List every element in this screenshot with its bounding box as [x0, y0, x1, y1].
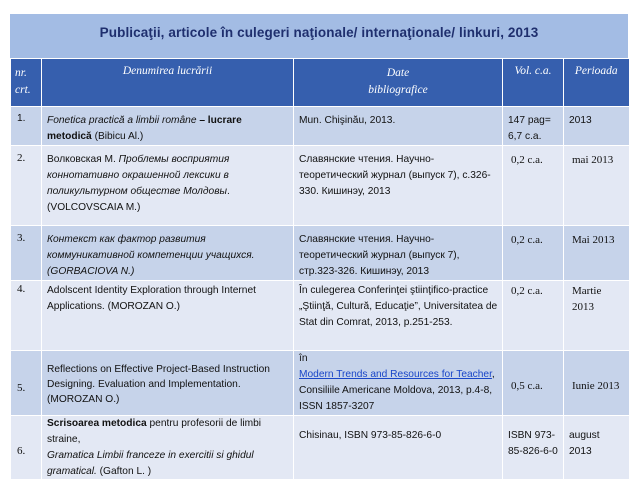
title-bar [10, 14, 628, 58]
table-header-row [11, 59, 629, 107]
row-vol: 0,2 c.a. [503, 281, 564, 351]
row-vol: ISBN 973-85-826-6-0 [503, 416, 564, 479]
table-row [11, 281, 629, 351]
row-title: Волковская М. Проблемы восприятия коннотативно окрашенной лексики в поликультурном обществе Молдовы. (VOLCOVSCAIA M.) [42, 146, 294, 226]
publications-table [10, 58, 629, 479]
row-perioada: Iunie 2013 [564, 351, 629, 416]
row-date: Славянские чтения. Научно-теоретический журнал (выпуск 7), с.326-330. Кишинэу, 2013 [294, 146, 503, 226]
row-nr: 6. [11, 416, 42, 479]
row-perioada: Mai 2013 [564, 226, 629, 281]
row-perioada: mai 2013 [564, 146, 629, 226]
header-vol: Vol. c.a. [503, 59, 564, 107]
header-denumirea: Denumirea lucrării [42, 59, 294, 107]
row-perioada: 2013 [564, 107, 629, 146]
row-nr: 2. [11, 146, 42, 226]
row-date: Chisinau, ISBN 973-85-826-6-0 [294, 416, 503, 479]
table-row [11, 226, 629, 281]
row-nr: 4. [11, 281, 42, 351]
row-title: Контекст как фактор развития коммуникативной компетенции учащихся. (GORBACIOVA N.) [42, 226, 294, 281]
header-date: Date bibliografice [294, 59, 503, 107]
page-title: Publicaţii, articole în culegeri naţionale/ internaţionale/ linkuri, 2013 [99, 25, 539, 40]
table-row [11, 416, 629, 479]
row-date: Mun. Chişinău, 2013. [294, 107, 503, 146]
header-perioada: Perioada [564, 59, 629, 107]
row-date: În culegerea Conferinţei ştiinţifico-practice „Ştiinţă, Cultură, Educaţie”, Universitatea de Stat din Comrat, 2013, p.251-253. [294, 281, 503, 351]
row-vol: 147 pag= 6,7 c.a. [503, 107, 564, 146]
table-row [11, 107, 629, 146]
row-date: Славянские чтения. Научно-теоретический журнал (выпуск 7), стр.323-326. Кишинэу, 2013 [294, 226, 503, 281]
row-nr: 3. [11, 226, 42, 281]
row-vol: 0,2 c.a. [503, 226, 564, 281]
row-date: în Modern Trends and Resources for Teacher, Consiliile Americane Moldova, 2013, p.4-8, ISSN 1857-3207 [294, 351, 503, 416]
row-perioada: august 2013 [564, 416, 629, 479]
row-perioada: Martie 2013 [564, 281, 629, 351]
row-title: Scrisoarea metodica pentru profesorii de limbi straine, Gramatica Limbii franceze in exercitii si ghidul gramatical. (Gafton L. ) [42, 416, 294, 479]
row-vol: 0,5 c.a. [503, 351, 564, 416]
row-nr: 1. [11, 107, 42, 146]
row-nr: 5. [11, 351, 42, 416]
row-title: Fonetica practică a limbii române – lucrare metodică (Bibicu Al.) [42, 107, 294, 146]
table-row [11, 146, 629, 226]
row-vol: 0,2 c.a. [503, 146, 564, 226]
modern-trends-link[interactable]: Modern Trends and Resources for Teacher [299, 369, 492, 380]
row-title: Reflections on Effective Project-Based Instruction Designing. Evaluation and Implementation. (MOROZAN O.) [42, 351, 294, 416]
header-nr: nr. crt. [11, 59, 42, 107]
row-title: Adolscent Identity Exploration through Internet Applications. (MOROZAN O.) [42, 281, 294, 351]
table-row [11, 351, 629, 416]
